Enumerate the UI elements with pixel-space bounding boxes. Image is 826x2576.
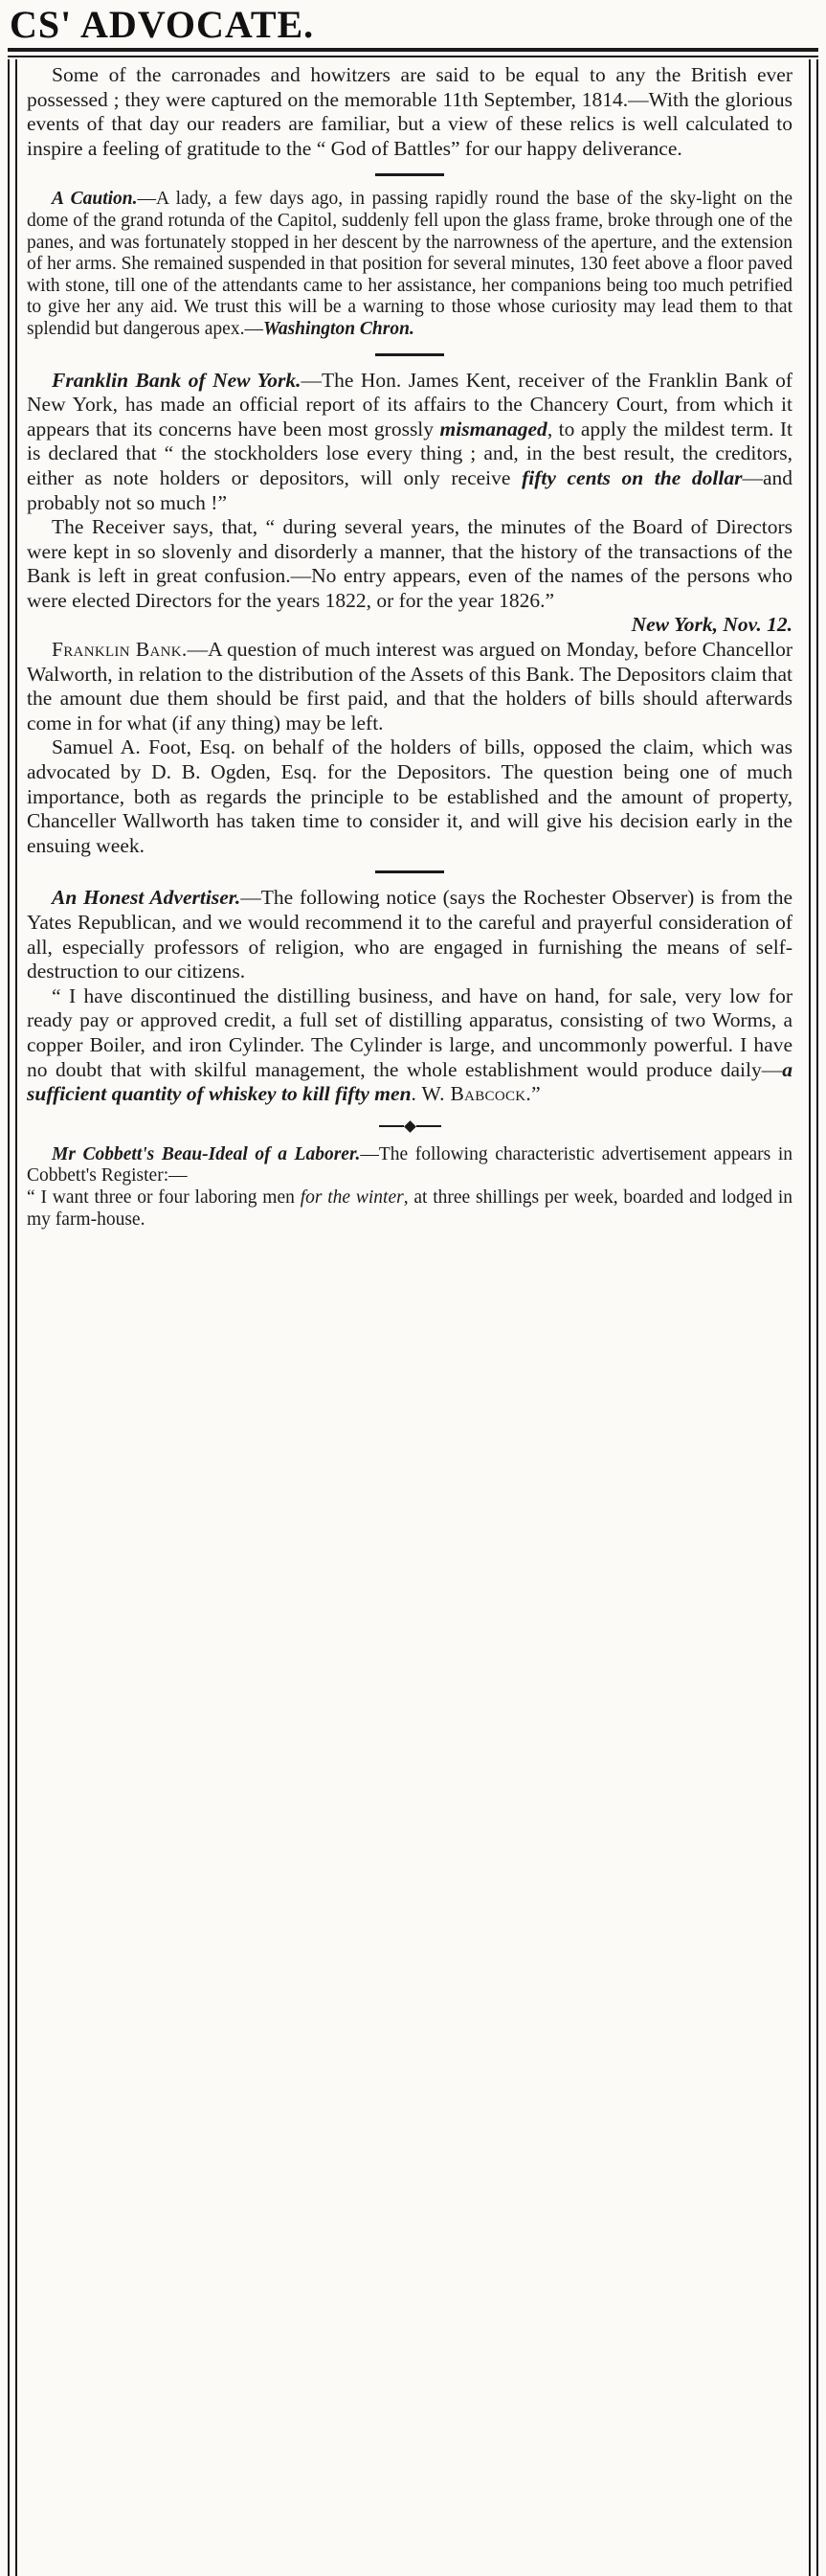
article-emphasis: a sufficient quantity of whiskey to kill fifty men [27, 1057, 793, 1106]
article-body-paragraph: Samuel A. Foot, Esq. on behalf of the holders of bills, opposed the claim, which was advocated by D. B. Ogden, Esq. for the Depositors. The question being one of much importance, both as regards the principle to be established and the amount of property, Chanceller Wallworth has taken time to consider it, and will give his decision early in the ensuing week. [27, 735, 793, 857]
ornamental-divider [27, 1118, 793, 1135]
article-text: , at three shillings per week, boarded and lodged in my farm-house. [27, 1186, 793, 1230]
article-body-paragraph [27, 984, 793, 1107]
article-cobbett [27, 1144, 793, 1231]
masthead-rule-thin [8, 56, 818, 57]
section-divider [375, 353, 444, 356]
article-emphasis: mismanaged [439, 417, 547, 441]
article-headline: A Caution. [52, 189, 138, 210]
article-subhead: Franklin Bank. [52, 638, 188, 662]
page-title: CS' ADVOCATE. [10, 3, 315, 46]
article-text: A lady, a few days ago, in passing rapidly round the base of the sky-light on the dome of the grand rotunda of the Capitol, suddenly fell upon the glass frame, broke through one of the panes, and was fortunately stopped in her descent by the narrowness of the aperture, and the extension of her arms. She remained suspended in that position for several minutes, 130 feet above a floor paved with stone, till one of the attendants came to her assistance, her companions being too much petrified to give her any aid. We trust this will be a warning to those whose curiosity may lead them to that splendid but dangerous apex.— [27, 189, 793, 339]
article-dateline [27, 613, 793, 638]
column-border-right-outer [816, 59, 818, 2576]
article-text: —The following notice (says the Rochester Observer) is from the Yates Republican, and we would recommend it to the careful and prayerful consideration of all, especially professors of religion, who are engaged in furnishing the means of self-destruction to our citizens. [27, 886, 793, 983]
article-headline: Franklin Bank of New York. [52, 368, 301, 392]
article-credit: Washington Chron. [262, 318, 414, 339]
column-border-left-inner [15, 59, 17, 2576]
article-text: “ I have discontinued the distilling business, and have on hand, for sale, very low for ready pay or approved credit, a full set of distilling apparatus, consisting of two Worms, a copper Boiler, and iron Cylinder. The Cylinder is large, and uncommonly powerful. I have no doubt that with skilful management, the whole establishment would produce daily— [27, 983, 793, 1081]
article-headline: An Honest Advertiser. [52, 886, 241, 910]
column-border-right-inner [809, 59, 811, 2576]
article-headline: Mr Cobbett's Beau-Ideal of a Laborer. [52, 1143, 361, 1164]
article-body-paragraph [27, 1187, 793, 1231]
article-a-caution [27, 189, 793, 340]
article-text: —The following characteristic advertisement appears in Cobbett's Register:— [27, 1143, 793, 1186]
article-body-paragraph: The Receiver says, that, “ during several years, the minutes of the Board of Directors were kept in so slovenly and disorderly a manner, that the history of the transactions of the Bank is left in great confusion.—No entry appears, even of the names of the persons who were elected Directors for the years 1822, or for the year 1826.” [27, 515, 793, 612]
article-text: , to apply the mildest term. It is declared that “ the stockholders lose every thing ; and, in the best result, the creditors, either as note holders or depositors, will only receive [27, 417, 793, 489]
article-text: — [137, 189, 156, 210]
column-border-left-outer [8, 59, 10, 2576]
article-emphasis: for the winter [300, 1186, 404, 1208]
article-signature: . W. Babcock.” [411, 1082, 541, 1106]
masthead-rule-thick [8, 48, 818, 52]
section-divider [375, 173, 444, 176]
article-honest-advertiser [27, 886, 793, 1106]
article-body-paragraph [27, 638, 793, 735]
masthead [0, 0, 826, 59]
article-body-paragraph [27, 1144, 793, 1187]
article-body-paragraph [27, 189, 793, 340]
article-column [27, 63, 793, 1231]
article-body-paragraph [27, 886, 793, 983]
section-divider [375, 870, 444, 873]
article-text: —The Hon. James Kent, receiver of the Franklin Bank of New York, has made an official report of its affairs to the Chancery Court, from which it appears that its concerns have been most grossly [27, 368, 793, 441]
article-body-paragraph [27, 369, 793, 516]
article-carronades [27, 63, 793, 161]
article-dateline-text: New York, Nov. 12. [631, 613, 793, 637]
article-emphasis: fifty cents on the dollar [522, 465, 743, 489]
article-text: —A question of much interest was argued on Monday, before Chancellor Walworth, in relation to the distribution of the Assets of this Bank. The Depositors claim that the amount due them should be first paid, and that the holders of bills should afterwards come in for what (if any thing) may be left. [27, 638, 793, 734]
article-franklin-bank [27, 369, 793, 859]
article-body-paragraph: Some of the carronades and howitzers are said to be equal to any the British ever possessed ; they were captured on the memorable 11th September, 1814.—With the glorious events of that day our readers are familiar, but a view of these relics is well calculated to inspire a feeling of gratitude to the “ God of Battles” for our happy deliverance. [27, 63, 793, 160]
article-text: —and probably not so much !” [27, 465, 793, 514]
article-text: “ I want three or four laboring men [27, 1186, 301, 1208]
